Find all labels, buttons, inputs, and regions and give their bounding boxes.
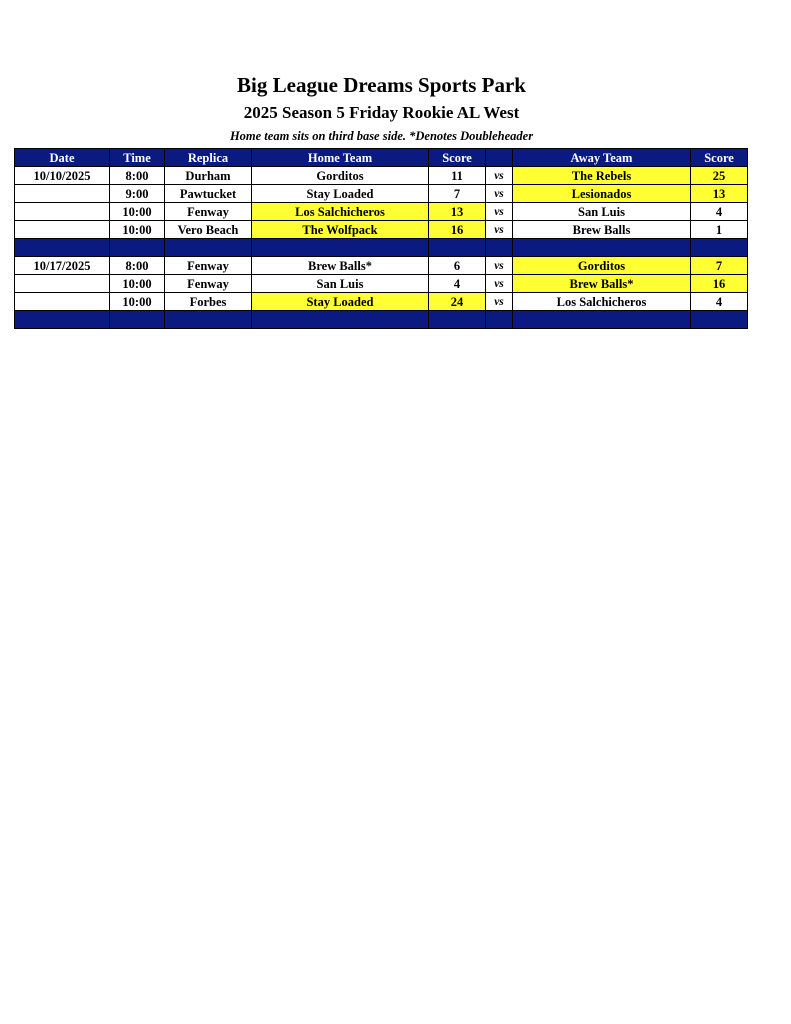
replica-field: Pawtucket (165, 185, 252, 203)
game-date (15, 275, 110, 293)
away-score: 4 (691, 203, 748, 221)
away-team: Brew Balls* (513, 275, 691, 293)
replica-field: Vero Beach (165, 221, 252, 239)
away-score: 16 (691, 275, 748, 293)
page-title: Big League Dreams Sports Park (237, 73, 526, 97)
away-score: 25 (691, 167, 748, 185)
week-separator-row (15, 311, 748, 329)
game-row (15, 203, 748, 221)
game-date (15, 221, 110, 239)
separator-cell (691, 239, 748, 257)
home-team: Los Salchicheros (252, 203, 429, 221)
separator-cell (513, 239, 691, 257)
separator-cell (15, 239, 110, 257)
home-score: 6 (429, 257, 486, 275)
separator-cell (691, 311, 748, 329)
col-header-home-score: Score (429, 149, 486, 167)
replica-field: Fenway (165, 257, 252, 275)
replica-field: Durham (165, 167, 252, 185)
away-team: The Rebels (513, 167, 691, 185)
away-team: Gorditos (513, 257, 691, 275)
separator-cell (165, 239, 252, 257)
separator-cell (110, 311, 165, 329)
separator-cell (252, 311, 429, 329)
week-separator-row (15, 239, 748, 257)
season-subtitle: 2025 Season 5 Friday Rookie AL West (243, 103, 520, 122)
separator-cell (486, 239, 513, 257)
away-team: Brew Balls (513, 221, 691, 239)
home-score: 16 (429, 221, 486, 239)
vs-label: vs (486, 257, 513, 275)
replica-field: Fenway (165, 203, 252, 221)
vs-label: vs (486, 203, 513, 221)
replica-field: Fenway (165, 275, 252, 293)
home-team: Stay Loaded (252, 185, 429, 203)
game-date: 10/10/2025 (15, 167, 110, 185)
home-score: 7 (429, 185, 486, 203)
vs-label: vs (486, 185, 513, 203)
away-team: Los Salchicheros (513, 293, 691, 311)
away-score: 1 (691, 221, 748, 239)
game-time: 8:00 (110, 257, 165, 275)
home-score: 13 (429, 203, 486, 221)
game-row (15, 185, 748, 203)
away-score: 4 (691, 293, 748, 311)
separator-cell (110, 239, 165, 257)
separator-cell (252, 239, 429, 257)
col-header-home-team: Home Team (252, 149, 429, 167)
away-score: 7 (691, 257, 748, 275)
game-time: 10:00 (110, 221, 165, 239)
vs-label: vs (486, 293, 513, 311)
vs-label: vs (486, 221, 513, 239)
home-score: 4 (429, 275, 486, 293)
game-time: 10:00 (110, 293, 165, 311)
col-header-replica: Replica (165, 149, 252, 167)
doubleheader-note: Home team sits on third base side. *Denotes Doubleheader (229, 129, 534, 143)
game-date (15, 203, 110, 221)
vs-label: vs (486, 275, 513, 293)
separator-cell (429, 239, 486, 257)
game-time: 8:00 (110, 167, 165, 185)
separator-cell (513, 311, 691, 329)
col-header-vs (486, 149, 513, 167)
game-time: 10:00 (110, 275, 165, 293)
separator-cell (15, 311, 110, 329)
separator-cell (165, 311, 252, 329)
game-row (15, 293, 748, 311)
header-row (15, 149, 748, 167)
col-header-date: Date (15, 149, 110, 167)
game-row (15, 167, 748, 185)
separator-cell (429, 311, 486, 329)
home-team: San Luis (252, 275, 429, 293)
game-row (15, 275, 748, 293)
home-score: 24 (429, 293, 486, 311)
home-team: Stay Loaded (252, 293, 429, 311)
away-score: 13 (691, 185, 748, 203)
away-team: San Luis (513, 203, 691, 221)
home-team: Gorditos (252, 167, 429, 185)
col-header-time: Time (110, 149, 165, 167)
game-time: 10:00 (110, 203, 165, 221)
vs-label: vs (486, 167, 513, 185)
game-date (15, 185, 110, 203)
away-team: Lesionados (513, 185, 691, 203)
game-row (15, 257, 748, 275)
schedule-table (14, 148, 748, 329)
home-score: 11 (429, 167, 486, 185)
replica-field: Forbes (165, 293, 252, 311)
col-header-away-team: Away Team (513, 149, 691, 167)
game-row (15, 221, 748, 239)
home-team: The Wolfpack (252, 221, 429, 239)
game-date (15, 293, 110, 311)
game-date: 10/17/2025 (15, 257, 110, 275)
separator-cell (486, 311, 513, 329)
col-header-away-score: Score (691, 149, 748, 167)
schedule-body (15, 167, 748, 329)
game-time: 9:00 (110, 185, 165, 203)
home-team: Brew Balls* (252, 257, 429, 275)
